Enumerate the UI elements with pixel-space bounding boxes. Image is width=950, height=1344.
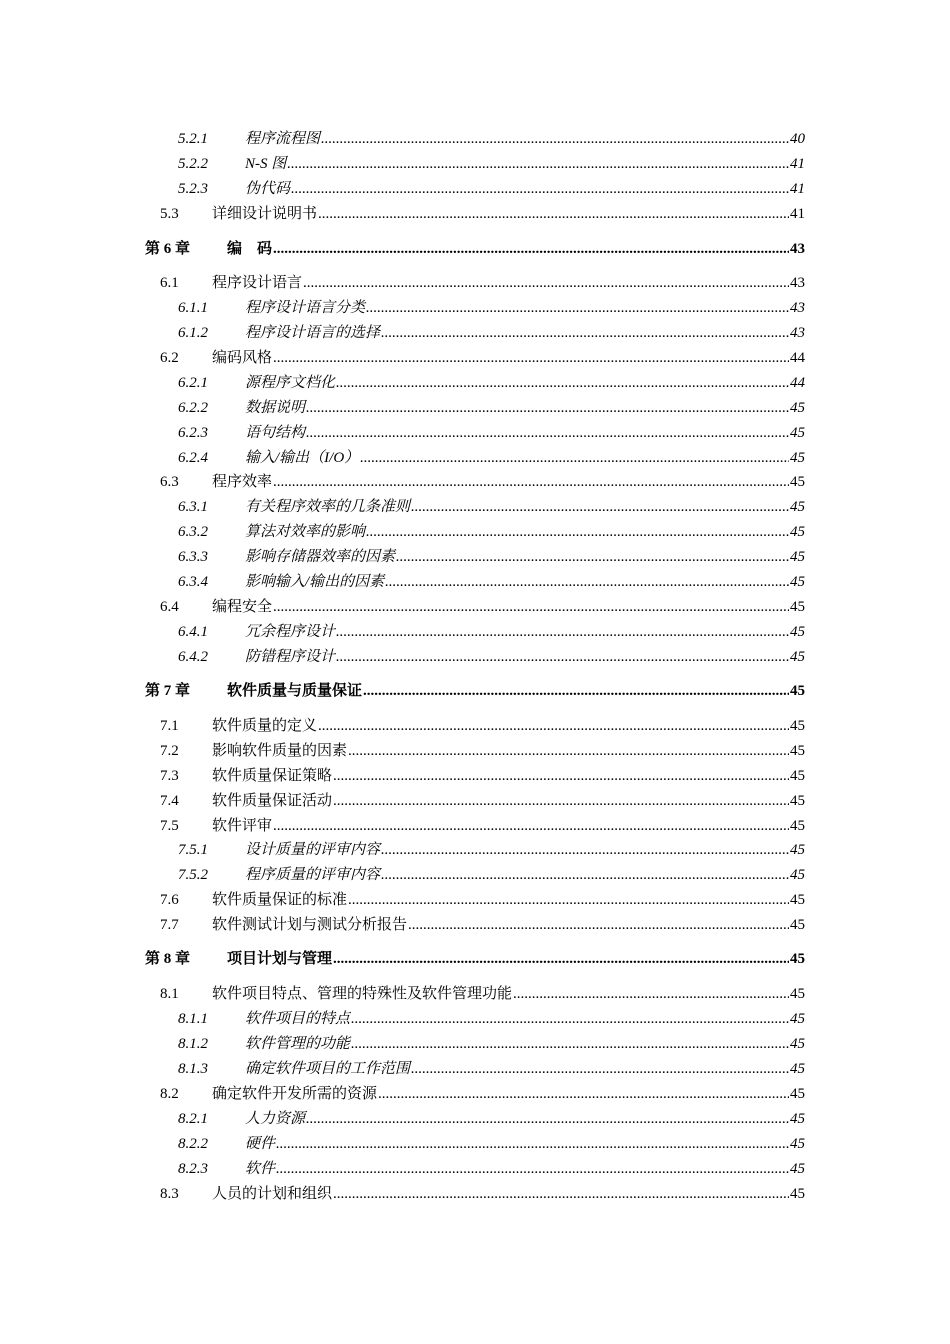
toc-entry-title: 算法对效率的影响	[245, 524, 366, 540]
toc-entry-page-number: 45	[790, 474, 805, 490]
toc-entry-number: 6.4.2	[178, 649, 208, 665]
toc-subsection-entry[interactable]	[178, 1131, 805, 1153]
toc-entry-title: 软件	[245, 1161, 276, 1177]
toc-subsection-entry[interactable]	[178, 370, 805, 392]
toc-entry-number: 8.1	[160, 986, 179, 1002]
toc-section-entry[interactable]	[160, 788, 805, 810]
toc-entry-number: 5.2.2	[178, 156, 208, 172]
dot-leader	[411, 1060, 789, 1078]
toc-entry-number: 7.3	[160, 768, 179, 784]
toc-entry-number: 8.1.1	[178, 1011, 208, 1027]
toc-entry-number: 6.3.3	[178, 549, 208, 565]
toc-entry-number: 6.1	[160, 275, 179, 291]
toc-subsection-entry[interactable]	[178, 1056, 805, 1078]
toc-entry-number: 7.5	[160, 818, 179, 834]
toc-entry-page-number: 45	[790, 649, 805, 665]
toc-subsection-entry[interactable]	[178, 1006, 805, 1028]
toc-entry-title: 程序流程图	[245, 131, 321, 147]
toc-subsection-entry[interactable]	[178, 126, 805, 148]
dot-leader	[360, 449, 789, 467]
toc-entry-page-number: 45	[790, 892, 805, 908]
toc-entry-title: 影响存储器效率的因素	[245, 549, 396, 565]
dot-leader	[381, 841, 789, 859]
toc-entry-title: 编 码	[227, 241, 273, 257]
toc-subsection-entry[interactable]	[178, 151, 805, 173]
toc-entry-number: 第 8 章	[145, 951, 191, 967]
toc-entry-number: 6.2.4	[178, 450, 208, 466]
toc-entry-title: 数据说明	[245, 400, 306, 416]
toc-entry-page-number: 45	[790, 1136, 805, 1152]
toc-entry-title: 软件质量保证活动	[212, 793, 333, 809]
dot-leader	[273, 817, 789, 835]
toc-entry-page-number: 45	[790, 499, 805, 515]
toc-entry-number: 第 6 章	[145, 241, 191, 257]
toc-section-entry[interactable]	[160, 912, 805, 934]
dot-leader	[273, 598, 789, 616]
dot-leader	[287, 155, 789, 173]
toc-entry-page-number: 43	[790, 275, 805, 291]
toc-subsection-entry[interactable]	[178, 519, 805, 541]
toc-entry-number: 8.2	[160, 1086, 179, 1102]
toc-entry-page-number: 41	[790, 156, 805, 172]
toc-entry-number: 5.2.3	[178, 181, 208, 197]
dot-leader	[411, 498, 789, 516]
dot-leader	[306, 424, 789, 442]
dot-leader	[303, 274, 789, 292]
toc-entry-number: 6.3	[160, 474, 179, 490]
toc-entry-number: 8.1.3	[178, 1061, 208, 1077]
toc-entry-title: 编码风格	[212, 350, 273, 366]
dot-leader	[273, 473, 789, 491]
toc-subsection-entry[interactable]	[178, 619, 805, 641]
toc-subsection-entry[interactable]	[178, 1156, 805, 1178]
toc-entry-number: 8.2.3	[178, 1161, 208, 1177]
toc-entry-number: 6.2.2	[178, 400, 208, 416]
dot-leader	[363, 682, 789, 700]
toc-entry-title: 程序效率	[212, 474, 273, 490]
toc-entry-number: 6.3.2	[178, 524, 208, 540]
toc-entry-page-number: 45	[790, 1086, 805, 1102]
toc-entry-page-number: 43	[790, 325, 805, 341]
toc-entry-page-number: 45	[790, 450, 805, 466]
dot-leader	[336, 623, 789, 641]
dot-leader	[351, 1010, 789, 1028]
toc-entry-page-number: 45	[790, 683, 805, 699]
toc-entry-title: 确定软件项目的工作范围	[245, 1061, 411, 1077]
toc-entry-page-number: 45	[790, 574, 805, 590]
dot-leader	[378, 1085, 789, 1103]
dot-leader	[381, 324, 789, 342]
dot-leader	[273, 240, 789, 258]
toc-entry-number: 6.1.2	[178, 325, 208, 341]
toc-subsection-entry[interactable]	[178, 644, 805, 666]
toc-entry-page-number: 45	[790, 793, 805, 809]
toc-section-entry[interactable]	[160, 469, 805, 491]
dot-leader	[318, 717, 789, 735]
toc-entry-title: 软件评审	[212, 818, 273, 834]
toc-subsection-entry[interactable]	[178, 445, 805, 467]
toc-subsection-entry[interactable]	[178, 569, 805, 591]
toc-entry-title: 软件质量保证的标准	[212, 892, 348, 908]
toc-entry-title: 源程序文档化	[245, 375, 336, 391]
toc-entry-title: 输入/输出（I/O）	[245, 450, 360, 466]
toc-entry-title: 硬件	[245, 1136, 276, 1152]
toc-subsection-entry[interactable]	[178, 544, 805, 566]
toc-entry-page-number: 45	[790, 549, 805, 565]
toc-section-entry[interactable]	[160, 594, 805, 616]
dot-leader	[348, 742, 789, 760]
toc-section-entry[interactable]	[160, 887, 805, 909]
toc-entry-number: 5.2.1	[178, 131, 208, 147]
toc-entry-title: 冗余程序设计	[245, 624, 336, 640]
dot-leader	[276, 1160, 789, 1178]
toc-entry-page-number: 45	[790, 842, 805, 858]
toc-entry-title: 软件管理的功能	[245, 1036, 351, 1052]
toc-entry-number: 8.3	[160, 1186, 179, 1202]
dot-leader	[276, 1135, 789, 1153]
toc-entry-title: 确定软件开发所需的资源	[212, 1086, 378, 1102]
dot-leader	[408, 916, 789, 934]
toc-subsection-entry[interactable]	[178, 837, 805, 859]
toc-entry-number: 8.2.2	[178, 1136, 208, 1152]
toc-entry-page-number: 45	[790, 400, 805, 416]
toc-entry-number: 8.1.2	[178, 1036, 208, 1052]
dot-leader	[385, 573, 789, 591]
toc-entry-number: 6.2.3	[178, 425, 208, 441]
toc-chapter-entry[interactable]	[145, 236, 805, 258]
dot-leader	[318, 205, 789, 223]
toc-entry-number: 6.2	[160, 350, 179, 366]
toc-subsection-entry[interactable]	[178, 494, 805, 516]
dot-leader	[381, 866, 789, 884]
toc-entry-page-number: 45	[790, 524, 805, 540]
toc-section-entry[interactable]	[160, 345, 805, 367]
toc-section-entry[interactable]	[160, 738, 805, 760]
toc-entry-page-number: 45	[790, 951, 805, 967]
toc-subsection-entry[interactable]	[178, 1031, 805, 1053]
toc-entry-title: 软件质量的定义	[212, 718, 318, 734]
toc-entry-page-number: 45	[790, 718, 805, 734]
dot-leader	[333, 792, 789, 810]
toc-entry-number: 6.4	[160, 599, 179, 615]
toc-entry-number: 7.6	[160, 892, 179, 908]
toc-entry-page-number: 45	[790, 1061, 805, 1077]
toc-section-entry[interactable]	[160, 270, 805, 292]
toc-section-entry[interactable]	[160, 1081, 805, 1103]
toc-section-entry[interactable]	[160, 713, 805, 735]
dot-leader	[291, 180, 789, 198]
toc-entry-page-number: 45	[790, 768, 805, 784]
dot-leader	[366, 299, 789, 317]
toc-entry-number: 7.1	[160, 718, 179, 734]
toc-section-entry[interactable]	[160, 763, 805, 785]
toc-entry-page-number: 44	[790, 375, 805, 391]
toc-entry-title: 影响输入/输出的因素	[245, 574, 385, 590]
toc-entry-title: 人力资源	[245, 1111, 306, 1127]
dot-leader	[396, 548, 789, 566]
toc-entry-title: 影响软件质量的因素	[212, 743, 348, 759]
toc-entry-title: 软件质量与质量保证	[227, 683, 363, 699]
toc-section-entry[interactable]	[160, 981, 805, 1003]
toc-entry-page-number: 41	[790, 181, 805, 197]
toc-entry-title: 程序设计语言	[212, 275, 303, 291]
toc-subsection-entry[interactable]	[178, 295, 805, 317]
dot-leader	[306, 1110, 789, 1128]
toc-entry-title: 软件质量保证策略	[212, 768, 333, 784]
toc-entry-title: 程序设计语言分类	[245, 300, 366, 316]
toc-entry-number: 8.2.1	[178, 1111, 208, 1127]
toc-entry-title: 防错程序设计	[245, 649, 336, 665]
toc-entry-number: 7.4	[160, 793, 179, 809]
toc-entry-page-number: 45	[790, 1036, 805, 1052]
toc-entry-page-number: 45	[790, 1161, 805, 1177]
dot-leader	[333, 950, 789, 968]
dot-leader	[348, 891, 789, 909]
toc-entry-number: 6.2.1	[178, 375, 208, 391]
toc-entry-title: 语句结构	[245, 425, 306, 441]
toc-entry-page-number: 41	[790, 206, 805, 222]
toc-section-entry[interactable]	[160, 1181, 805, 1203]
toc-subsection-entry[interactable]	[178, 862, 805, 884]
toc-entry-number: 7.5.2	[178, 867, 208, 883]
dot-leader	[336, 374, 789, 392]
toc-entry-page-number: 45	[790, 818, 805, 834]
toc-entry-number: 第 7 章	[145, 683, 191, 699]
toc-entry-page-number: 45	[790, 867, 805, 883]
toc-entry-title: N-S 图	[245, 156, 287, 172]
toc-entry-number: 6.1.1	[178, 300, 208, 316]
dot-leader	[336, 648, 789, 666]
toc-entry-title: 有关程序效率的几条准则	[245, 499, 411, 515]
dot-leader	[333, 767, 789, 785]
toc-entry-page-number: 45	[790, 599, 805, 615]
toc-subsection-entry[interactable]	[178, 176, 805, 198]
toc-entry-title: 伪代码	[245, 181, 291, 197]
toc-entry-page-number: 45	[790, 1186, 805, 1202]
toc-entry-number: 7.7	[160, 917, 179, 933]
toc-chapter-entry[interactable]	[145, 946, 805, 968]
toc-entry-page-number: 43	[790, 241, 805, 257]
toc-entry-number: 7.2	[160, 743, 179, 759]
toc-section-entry[interactable]	[160, 201, 805, 223]
toc-subsection-entry[interactable]	[178, 420, 805, 442]
toc-entry-title: 项目计划与管理	[227, 951, 333, 967]
dot-leader	[321, 130, 789, 148]
dot-leader	[306, 399, 789, 417]
toc-entry-title: 人员的计划和组织	[212, 1186, 333, 1202]
toc-section-entry[interactable]	[160, 813, 805, 835]
toc-entry-title: 软件测试计划与测试分析报告	[212, 917, 408, 933]
toc-chapter-entry[interactable]	[145, 678, 805, 700]
toc-entry-title: 设计质量的评审内容	[245, 842, 381, 858]
toc-entry-page-number: 45	[790, 1111, 805, 1127]
toc-entry-page-number: 45	[790, 425, 805, 441]
toc-entry-number: 5.3	[160, 206, 179, 222]
toc-entry-number: 6.3.4	[178, 574, 208, 590]
toc-entry-page-number: 45	[790, 1011, 805, 1027]
toc-entry-page-number: 45	[790, 743, 805, 759]
toc-entry-title: 软件项目的特点	[245, 1011, 351, 1027]
toc-subsection-entry[interactable]	[178, 395, 805, 417]
dot-leader	[351, 1035, 789, 1053]
toc-entry-number: 6.3.1	[178, 499, 208, 515]
toc-entry-title: 详细设计说明书	[212, 206, 318, 222]
dot-leader	[366, 523, 789, 541]
toc-entry-title: 编程安全	[212, 599, 273, 615]
toc-entry-number: 7.5.1	[178, 842, 208, 858]
dot-leader	[333, 1185, 789, 1203]
toc-entry-page-number: 44	[790, 350, 805, 366]
toc-entry-page-number: 45	[790, 986, 805, 1002]
dot-leader	[513, 985, 789, 1003]
toc-entry-page-number: 45	[790, 624, 805, 640]
toc-entry-number: 6.4.1	[178, 624, 208, 640]
toc-entry-title: 程序质量的评审内容	[245, 867, 381, 883]
toc-entry-page-number: 40	[790, 131, 805, 147]
toc-subsection-entry[interactable]	[178, 1106, 805, 1128]
toc-entry-page-number: 43	[790, 300, 805, 316]
dot-leader	[273, 349, 789, 367]
toc-entry-title: 程序设计语言的选择	[245, 325, 381, 341]
toc-entry-page-number: 45	[790, 917, 805, 933]
toc-entry-title: 软件项目特点、管理的特殊性及软件管理功能	[212, 986, 513, 1002]
toc-subsection-entry[interactable]	[178, 320, 805, 342]
